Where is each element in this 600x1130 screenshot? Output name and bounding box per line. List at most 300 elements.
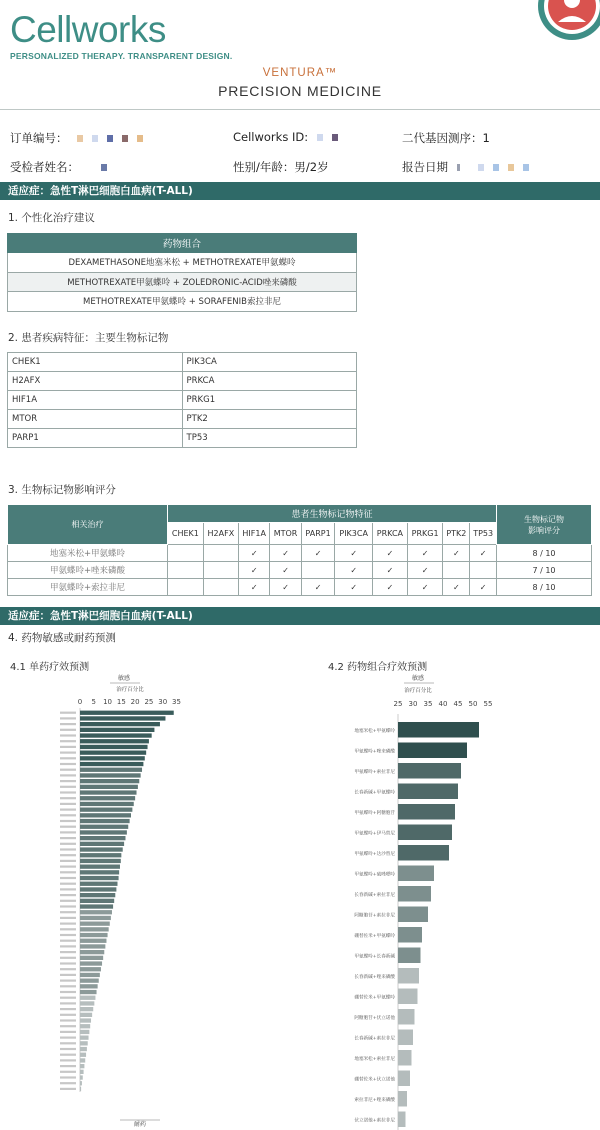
bar-category-label	[60, 905, 76, 907]
table-cell: PRKG1	[182, 391, 357, 410]
bar-category-label: 地塞米松+索拉非尼	[354, 1056, 395, 1062]
order-number	[10, 130, 143, 146]
section4-2-title: 4.2 药物组合疗效预测	[328, 662, 428, 673]
bar-category-label	[60, 769, 76, 771]
section1-title: 1. 个性化治疗建议	[8, 212, 95, 224]
bar-category-label	[60, 940, 76, 942]
marker-header: PRKG1	[407, 523, 443, 545]
tick-label: 50	[468, 700, 478, 708]
empty-cell	[168, 562, 204, 579]
bar-category-label	[60, 831, 76, 833]
bar	[80, 1047, 87, 1051]
divider	[0, 109, 600, 110]
section2-title: 2. 患者疾病特征：主要生物标记物	[8, 332, 169, 344]
bar-category-label	[60, 1008, 76, 1010]
single-drug-chart	[0, 672, 300, 1130]
tick-label: 25	[144, 698, 154, 706]
bar-category-label: 甲氨蝶呤+索拉非尼	[354, 769, 395, 775]
bar	[80, 790, 137, 794]
bar	[80, 1081, 82, 1085]
table-row	[8, 579, 592, 596]
table-row: METHOTREXATE甲氨蝶呤 + SORAFENIB索拉非尼	[8, 292, 357, 312]
bar	[80, 1018, 91, 1022]
bar-category-label	[60, 1082, 76, 1084]
bar-category-label	[60, 866, 76, 868]
bar	[80, 745, 148, 749]
bar	[80, 813, 131, 817]
bar-category-label: 甲氨蝶呤+长春新碱	[354, 954, 395, 960]
bar	[80, 927, 109, 931]
marker-header: CHEK1	[168, 523, 204, 545]
bar-category-label	[60, 803, 76, 805]
bar	[80, 830, 127, 834]
bar-category-label: 甲氨蝶呤+达沙替尼	[354, 851, 395, 857]
table-row	[8, 372, 357, 391]
table-row	[8, 562, 592, 579]
empty-cell	[301, 562, 335, 579]
bar	[80, 1075, 83, 1079]
bar	[80, 836, 125, 840]
bar-category-label	[60, 837, 76, 839]
bar-category-label	[60, 854, 76, 856]
redacted-block	[493, 164, 499, 171]
bar-category-label	[60, 1048, 76, 1050]
bar-category-label: 地塞米松+甲氨蝶呤	[354, 728, 395, 734]
bar	[80, 796, 135, 800]
bar-category-label	[60, 826, 76, 828]
table-row: METHOTREXATE甲氨蝶呤 + ZOLEDRONIC-ACID唑来磷酸	[8, 272, 357, 292]
redacted-block	[317, 134, 323, 141]
bar-category-label	[60, 1042, 76, 1044]
therapy-header: 相关治疗	[8, 505, 168, 545]
redacted-block	[523, 164, 529, 171]
bar	[398, 763, 461, 779]
bar-category-label	[60, 957, 76, 959]
bar-category-label: 硼替佐米+伏立诺他	[354, 1077, 395, 1083]
redacted-block	[137, 135, 143, 142]
section4-1-title: 4.1 单药疗效预测	[10, 662, 90, 673]
bar	[80, 910, 112, 914]
bar-category-label	[60, 1031, 76, 1033]
table-row: DEXAMETHASONE地塞米松 + METHOTREXATE甲氨蝶呤	[8, 253, 357, 273]
table-cell: PRKCA	[182, 372, 357, 391]
bar-category-label: 甲氨蝶呤+硫唑嘌呤	[354, 872, 395, 878]
bar	[80, 922, 110, 926]
bar-category-label	[60, 797, 76, 799]
therapy-name: 甲氨蝶呤+唑来磷酸	[8, 562, 168, 579]
check-icon: ✓	[470, 579, 497, 596]
bar	[398, 804, 455, 820]
bar-category-label	[60, 911, 76, 913]
therapy-recommendation-table	[7, 233, 357, 312]
bar-category-label	[60, 1059, 76, 1061]
combination-chart	[300, 672, 600, 1130]
check-icon: ✓	[239, 545, 270, 562]
therapy-name: 地塞米松+甲氨蝶呤	[8, 545, 168, 562]
bar	[80, 967, 101, 971]
bar-category-label	[60, 1037, 76, 1039]
indication-bar-2: 适应症：急性T淋巴细胞白血病(T-ALL)	[0, 607, 600, 625]
check-icon: ✓	[373, 579, 408, 596]
brand-title: VENTURA™	[262, 67, 338, 79]
empty-cell	[168, 545, 204, 562]
check-icon: ✓	[443, 545, 470, 562]
bar	[80, 933, 108, 937]
bar	[80, 808, 132, 812]
corner-emblem-icon	[522, 0, 600, 56]
bar	[80, 956, 103, 960]
bar-category-label	[60, 997, 76, 999]
score-header	[497, 505, 592, 545]
table-cell: MTOR	[8, 410, 183, 429]
table-cell: CHEK1	[8, 353, 183, 372]
cellworks-logo	[10, 10, 232, 61]
bar-category-label	[60, 871, 76, 873]
bar-category-label: 甲氨蝶呤+伊马替尼	[354, 831, 395, 837]
bar	[398, 825, 452, 841]
bar	[80, 1013, 92, 1017]
bar-category-label	[60, 746, 76, 748]
cellworks-id	[233, 130, 338, 144]
empty-cell	[470, 562, 497, 579]
bar-category-label	[60, 752, 76, 754]
bar	[80, 819, 130, 823]
bar	[80, 893, 115, 897]
check-icon: ✓	[335, 579, 373, 596]
marker-header: HIF1A	[239, 523, 270, 545]
bar	[398, 845, 449, 861]
tick-label: 25	[393, 700, 403, 708]
bar-category-label	[60, 894, 76, 896]
bar-category-label	[60, 923, 76, 925]
report-date	[402, 159, 529, 175]
bar-category-label: 甲氨蝶呤+唑来磷酸	[354, 749, 395, 755]
bar	[398, 1091, 407, 1107]
marker-header: H2AFX	[203, 523, 238, 545]
check-icon: ✓	[407, 562, 443, 579]
chart-top-label: 敏感	[411, 675, 425, 682]
bar-category-label	[60, 991, 76, 993]
bar	[80, 916, 111, 920]
table-cell: HIF1A	[8, 391, 183, 410]
bar	[398, 948, 421, 964]
bar-category-label	[60, 1002, 76, 1004]
tick-label: 35	[172, 698, 181, 706]
bar	[80, 865, 120, 869]
redacted-block	[457, 164, 460, 171]
cellworks-id-label: Cellworks ID:	[233, 130, 309, 144]
bar-category-label	[60, 1076, 76, 1078]
check-icon: ✓	[239, 579, 270, 596]
biomarker-score-table	[7, 504, 592, 596]
bar-category-label: 长春新碱+索拉非尼	[354, 1036, 395, 1042]
redacted-block	[478, 164, 484, 171]
bar-category-label	[60, 945, 76, 947]
bar-category-label	[60, 763, 76, 765]
marker-header: PTK2	[443, 523, 470, 545]
tick-label: 20	[130, 698, 140, 706]
bar	[80, 722, 160, 726]
tick-label: 30	[408, 700, 418, 708]
bar	[80, 825, 128, 829]
bar	[80, 756, 145, 760]
tick-label: 55	[483, 700, 493, 708]
bar	[80, 979, 99, 983]
bar	[398, 1071, 410, 1087]
bar	[398, 722, 479, 738]
bar-category-label	[60, 1054, 76, 1056]
table-cell: PIK3CA	[182, 353, 357, 372]
bar	[80, 1001, 94, 1005]
tick-label: 30	[158, 698, 168, 706]
marker-header: MTOR	[270, 523, 301, 545]
bar-category-label: 索拉非尼+唑来磷酸	[354, 1097, 395, 1103]
logo-name: Cellworks	[10, 9, 166, 50]
bar	[80, 762, 143, 766]
bar	[80, 990, 97, 994]
bar-category-label	[60, 740, 76, 742]
bar	[80, 944, 105, 948]
redacted-block	[508, 164, 514, 171]
brand-subtitle: PRECISION MEDICINE	[218, 83, 382, 99]
table-row	[8, 391, 357, 410]
bar	[80, 779, 139, 783]
table-row	[8, 410, 357, 429]
bar	[80, 1041, 88, 1045]
features-header: 患者生物标记物特征	[168, 505, 497, 523]
bar	[80, 1036, 89, 1040]
check-icon: ✓	[335, 545, 373, 562]
table-cell: PARP1	[8, 429, 183, 448]
bar	[80, 950, 104, 954]
bar-category-label	[60, 968, 76, 970]
check-icon: ✓	[407, 579, 443, 596]
bar-category-label	[60, 877, 76, 879]
indication-bar: 适应症：急性T淋巴细胞白血病(T-ALL)	[0, 182, 600, 200]
empty-cell	[203, 579, 238, 596]
bar-category-label: 长春新碱+索拉非尼	[354, 892, 395, 898]
bar	[80, 728, 154, 732]
bar-category-label	[60, 962, 76, 964]
tick-label: 40	[438, 700, 448, 708]
empty-cell	[168, 579, 204, 596]
bar	[80, 996, 95, 1000]
bar	[80, 802, 134, 806]
bar-category-label	[60, 974, 76, 976]
bar	[398, 866, 434, 882]
bar	[80, 1064, 84, 1068]
ngs-count: 二代基因测序：1	[402, 131, 490, 145]
bar	[80, 768, 142, 772]
redacted-block	[92, 135, 98, 142]
bar	[398, 989, 418, 1005]
table-row	[8, 429, 357, 448]
bar	[80, 853, 121, 857]
marker-header: PIK3CA	[335, 523, 373, 545]
check-icon: ✓	[335, 562, 373, 579]
redacted-block	[101, 164, 107, 171]
bar	[398, 784, 458, 800]
bar-category-label: 阿糖胞苷+索拉非尼	[354, 913, 395, 919]
bar-category-label	[60, 712, 76, 714]
bar	[80, 842, 124, 846]
bar-category-label	[60, 917, 76, 919]
check-icon: ✓	[270, 545, 301, 562]
bar	[80, 859, 121, 863]
bar-category-label	[60, 951, 76, 953]
tick-label: 10	[103, 698, 113, 706]
order-number-label: 订单编号：	[10, 131, 68, 145]
bar-category-label	[60, 934, 76, 936]
bar-category-label	[60, 723, 76, 725]
empty-cell	[443, 562, 470, 579]
bar-category-label	[60, 1019, 76, 1021]
bar	[80, 1058, 85, 1062]
bar-category-label: 甲氨蝶呤+阿糖胞苷	[354, 810, 395, 816]
bar-category-label	[60, 1088, 76, 1090]
bar	[80, 1030, 89, 1034]
redacted-block	[107, 135, 113, 142]
check-icon: ✓	[270, 562, 301, 579]
bar-category-label: 阿糖胞苷+伏立诺他	[354, 1015, 395, 1021]
logo-tagline: PERSONALIZED THERAPY. TRANSPARENT DESIGN.	[10, 51, 233, 61]
empty-cell	[203, 545, 238, 562]
chart-xlabel: 治疗百分比	[116, 687, 144, 693]
bar-category-label: 长春新碱+唑来磷酸	[354, 974, 395, 980]
bar	[80, 1024, 90, 1028]
bar-category-label	[60, 883, 76, 885]
marker-header: PARP1	[301, 523, 335, 545]
bar	[80, 733, 152, 737]
bar-category-label	[60, 848, 76, 850]
bar-category-label: 硼替佐米+甲氨蝶呤	[354, 995, 395, 1001]
bar-category-label	[60, 786, 76, 788]
check-icon: ✓	[470, 545, 497, 562]
bar	[80, 716, 165, 720]
bar-category-label	[60, 1071, 76, 1073]
bar-category-label	[60, 928, 76, 930]
bar	[80, 973, 100, 977]
check-icon: ✓	[373, 545, 408, 562]
table-row	[8, 545, 592, 562]
bar	[80, 939, 106, 943]
bar	[80, 847, 123, 851]
marker-header: PRKCA	[373, 523, 408, 545]
bar-category-label	[60, 814, 76, 816]
redacted-block	[77, 135, 83, 142]
bar	[80, 1053, 86, 1057]
check-icon: ✓	[373, 562, 408, 579]
bar-category-label	[60, 860, 76, 862]
bar	[80, 711, 174, 715]
impact-score: 8 / 10	[497, 545, 592, 562]
bar	[80, 1007, 93, 1011]
bar-category-label: 长春新碱+甲氨蝶呤	[354, 790, 395, 796]
bar	[80, 961, 102, 965]
bar-category-label	[60, 791, 76, 793]
bar	[80, 876, 119, 880]
bar-category-label	[60, 780, 76, 782]
table-cell: PTK2	[182, 410, 357, 429]
bar	[80, 1087, 81, 1091]
bar	[398, 968, 419, 984]
check-icon: ✓	[443, 579, 470, 596]
table-row	[8, 353, 357, 372]
check-icon: ✓	[407, 545, 443, 562]
patient-name-label: 受检者姓名：	[10, 160, 79, 174]
bar-category-label	[60, 1065, 76, 1067]
bar	[398, 1050, 412, 1066]
bar-category-label	[60, 843, 76, 845]
bar-category-label	[60, 757, 76, 759]
bar	[398, 1030, 413, 1046]
tick-label: 0	[77, 698, 83, 706]
bar-category-label	[60, 980, 76, 982]
bar	[80, 785, 138, 789]
tick-label: 45	[453, 700, 463, 708]
tick-label: 15	[116, 698, 126, 706]
bar-category-label: 硼替佐米+甲氨蝶呤	[354, 933, 395, 939]
chart-top-label: 敏感	[117, 675, 131, 682]
bar-category-label	[60, 900, 76, 902]
bar	[80, 751, 146, 755]
bar	[80, 887, 116, 891]
chart-bottom-label: 耐药	[133, 1121, 147, 1128]
table-cell: TP53	[182, 429, 357, 448]
biomarker-table	[7, 352, 357, 448]
bar-category-label	[60, 1025, 76, 1027]
check-icon: ✓	[301, 579, 335, 596]
check-icon: ✓	[301, 545, 335, 562]
bar	[80, 773, 141, 777]
bar	[80, 870, 119, 874]
bar-category-label	[60, 734, 76, 736]
impact-score: 7 / 10	[497, 562, 592, 579]
bar	[398, 907, 428, 923]
bar	[398, 927, 422, 943]
score-header-line2: 影响评分	[528, 525, 560, 535]
section4-title: 4. 药物敏感或耐药预测	[8, 632, 116, 644]
bar-category-label	[60, 1014, 76, 1016]
bar-category-label	[60, 985, 76, 987]
bar-category-label	[60, 717, 76, 719]
score-header-line1: 生物标记物	[524, 514, 564, 524]
marker-header: TP53	[470, 523, 497, 545]
bar-category-label	[60, 729, 76, 731]
tick-label: 35	[423, 700, 433, 708]
impact-score: 8 / 10	[497, 579, 592, 596]
section3-title: 3. 生物标记物影响评分	[8, 484, 116, 496]
check-icon: ✓	[239, 562, 270, 579]
gender-age: 性别/年龄：男/2岁	[233, 160, 329, 174]
bar-category-label	[60, 888, 76, 890]
patient-name	[10, 159, 107, 175]
bar	[80, 899, 114, 903]
bar	[398, 743, 467, 759]
bar	[80, 1070, 84, 1074]
bar	[398, 1112, 406, 1128]
bar-category-label: 伏立诺他+索拉非尼	[354, 1118, 395, 1124]
bar	[398, 886, 431, 902]
check-icon: ✓	[270, 579, 301, 596]
bar	[80, 739, 149, 743]
bar	[80, 984, 98, 988]
bar-category-label	[60, 820, 76, 822]
report-date-label: 报告日期	[402, 160, 448, 174]
bar	[398, 1009, 415, 1025]
bar	[80, 904, 113, 908]
chart-xlabel: 治疗百分比	[404, 688, 432, 694]
